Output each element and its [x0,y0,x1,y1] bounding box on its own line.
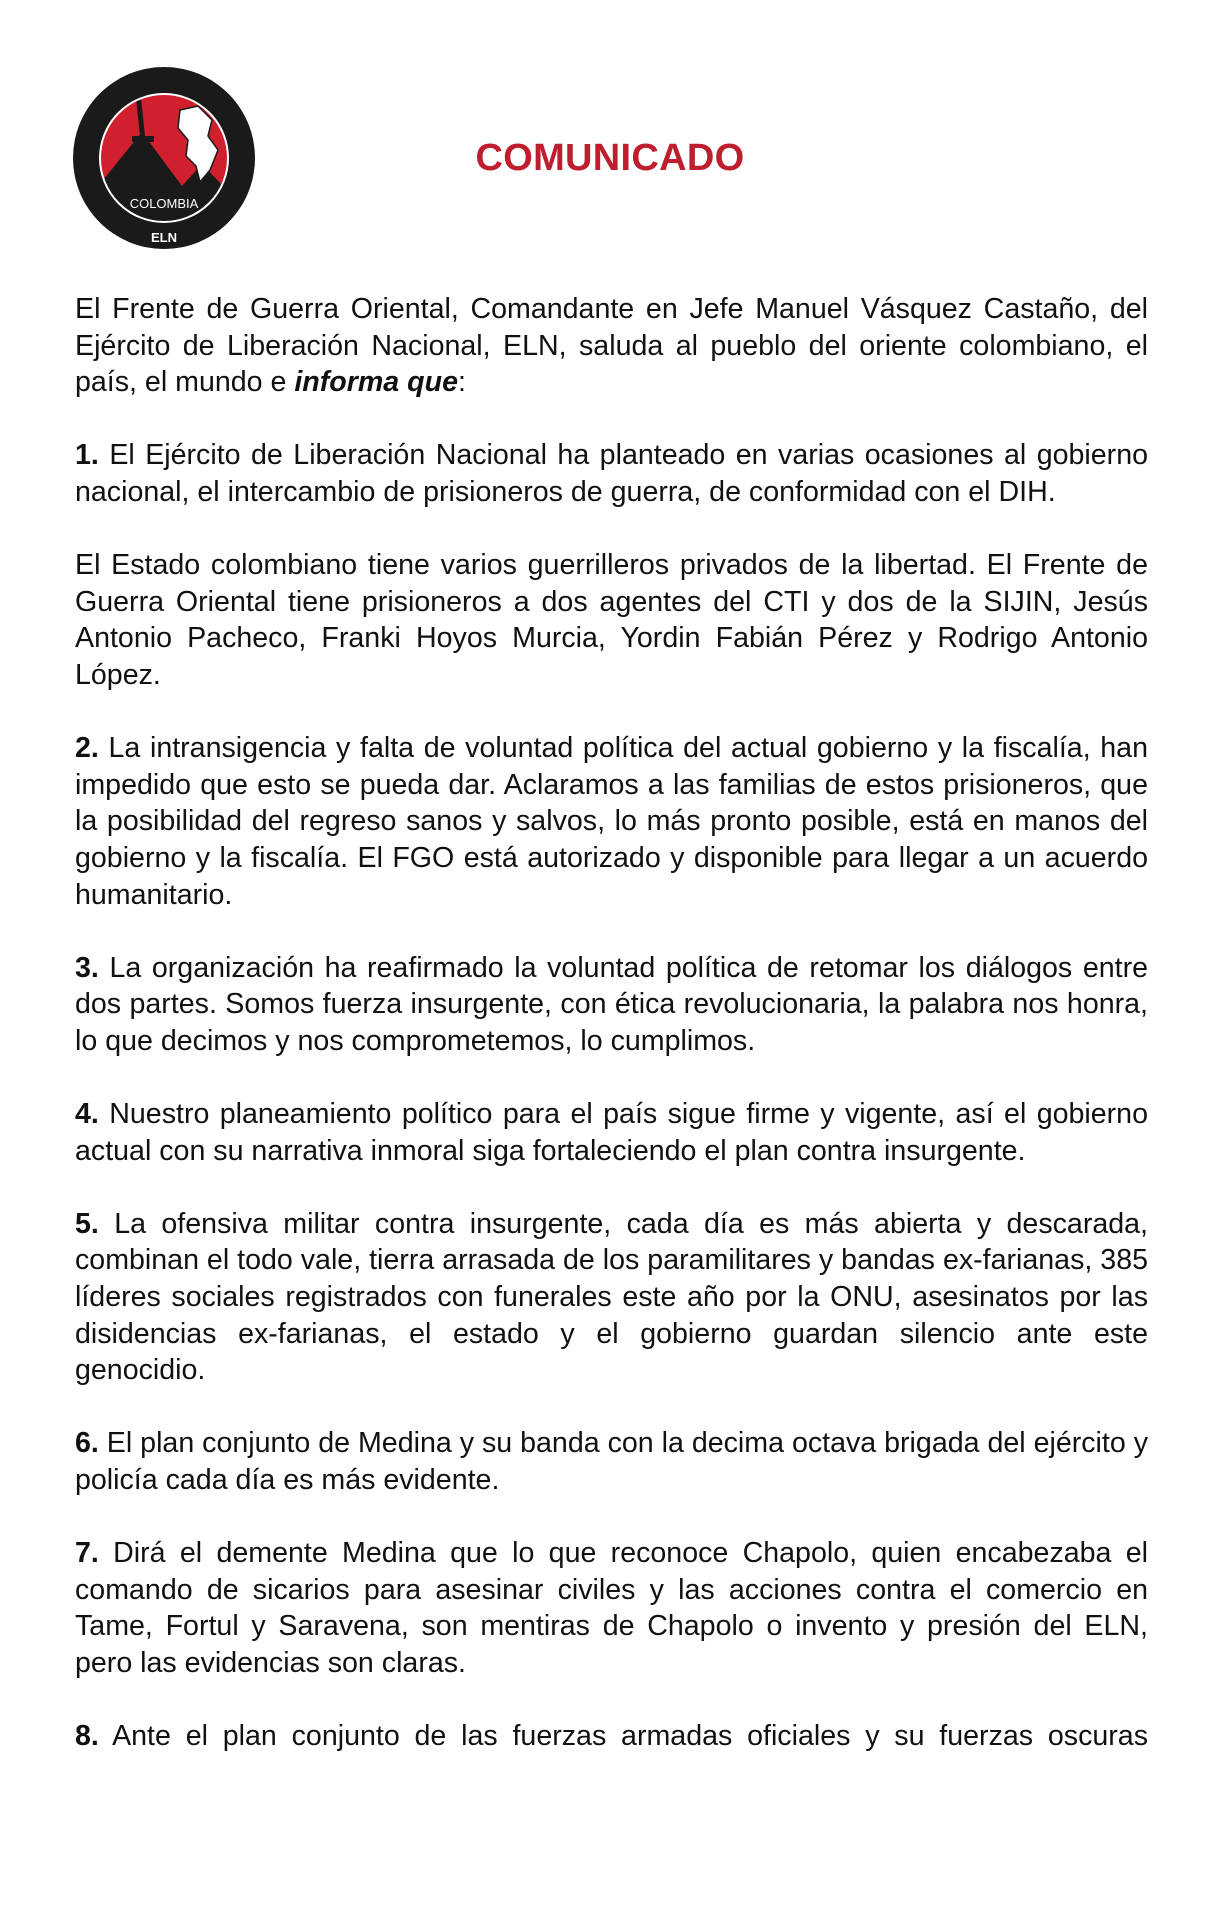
intro-tail: : [458,366,466,399]
point-number: 7. [75,1537,99,1570]
point-number: 6. [75,1427,99,1460]
intro-emphasis: informa que [294,366,458,399]
point-number: 1. [75,439,99,472]
point-3 [75,950,1148,1060]
point-number: 4. [75,1098,99,1131]
point-7 [75,1535,1148,1681]
point-text: El Estado colombiano tiene varios guerrilleros privados de la libertad. El Frente de Guerra Oriental tiene prisioneros a dos agentes del CTI y dos de la SIJIN, Jesús Antonio Pacheco, Franki Hoyos Murcia, Yordin Fabián Pérez y Rodrigo Antonio López. [75,549,1148,691]
point-text: El Ejército de Liberación Nacional ha planteado en varias ocasiones al gobierno nacional, el intercambio de prisioneros de guerra, de conformidad con el DIH. [75,439,1148,508]
communique-body [75,291,1148,1791]
point-text: La organización ha reafirmado la voluntad política de retomar los diálogos entre dos partes. Somos fuerza insurgente, con ética revolucionaria, la palabra nos honra, lo que decimos y nos comprometemos, lo cumplimos. [75,951,1148,1057]
point-6 [75,1425,1148,1498]
point-text: Dirá el demente Medina que lo que reconoce Chapolo, quien encabezaba el comando de sicarios para asesinar civiles y las acciones contra el comercio en Tame, Fortul y Saravena, son mentiras de Chapolo o invento y presión del ELN, pero las evidencias son claras. [75,1537,1148,1679]
point-1-continued [75,547,1148,693]
point-text: La ofensiva militar contra insurgente, cada día es más abierta y descarada, combinan el todo vale, tierra arrasada de los paramilitares y bandas ex-farianas, 385 líderes sociales registrados con funerales este año por la ONU, asesinatos por las disidencias ex-farianas, el estado y el gobierno guardan silencio ante este genocidio. [75,1207,1148,1387]
point-5 [75,1206,1148,1389]
point-4 [75,1096,1148,1169]
point-2 [75,730,1148,913]
point-number: 3. [75,951,99,984]
point-text: Nuestro planeamiento político para el país sigue firme y vigente, así el gobierno actual con su narrativa inmoral siga fortaleciendo el plan contra insurgente. [75,1098,1148,1167]
logo-center-text: COLOMBIA [129,196,199,211]
intro-paragraph [75,291,1148,401]
point-text: La intransigencia y falta de voluntad política del actual gobierno y la fiscalía, han impedido que esto se pueda dar. Aclaramos a las familias de estos prisioneros, que la posibilidad del regreso sanos y salvos, lo más pronto posible, está en manos del gobierno y la fiscalía. El FGO está autorizado y disponible para llegar a un acuerdo humanitario. [75,732,1148,911]
point-1 [75,437,1148,510]
intro-text: El Frente de Guerra Oriental, Comandante en Jefe Manuel Vásquez Castaño, del Ejército de Liberación Nacional, ELN, saluda al pueblo del oriente colombiano, el país, el mundo e [75,293,1148,399]
point-number: 8. [75,1720,99,1753]
logo-bottom-text: ELN [151,230,177,245]
point-number: 5. [75,1207,99,1240]
point-number: 2. [75,732,99,765]
point-8 [75,1718,1148,1755]
logo-arc-text: NI UN PASO ATRÁS LIBERACIÓN O MUERTE [72,55,340,69]
eln-seal-icon [72,55,340,250]
point-text: Ante el plan conjunto de las fuerzas armadas oficiales y su fuerzas oscuras [98,1720,1148,1753]
page-title: COMUNICADO [475,137,745,179]
point-text: El plan conjunto de Medina y su banda con la decima octava brigada del ejército y policía cada día es más evidente. [75,1427,1148,1496]
